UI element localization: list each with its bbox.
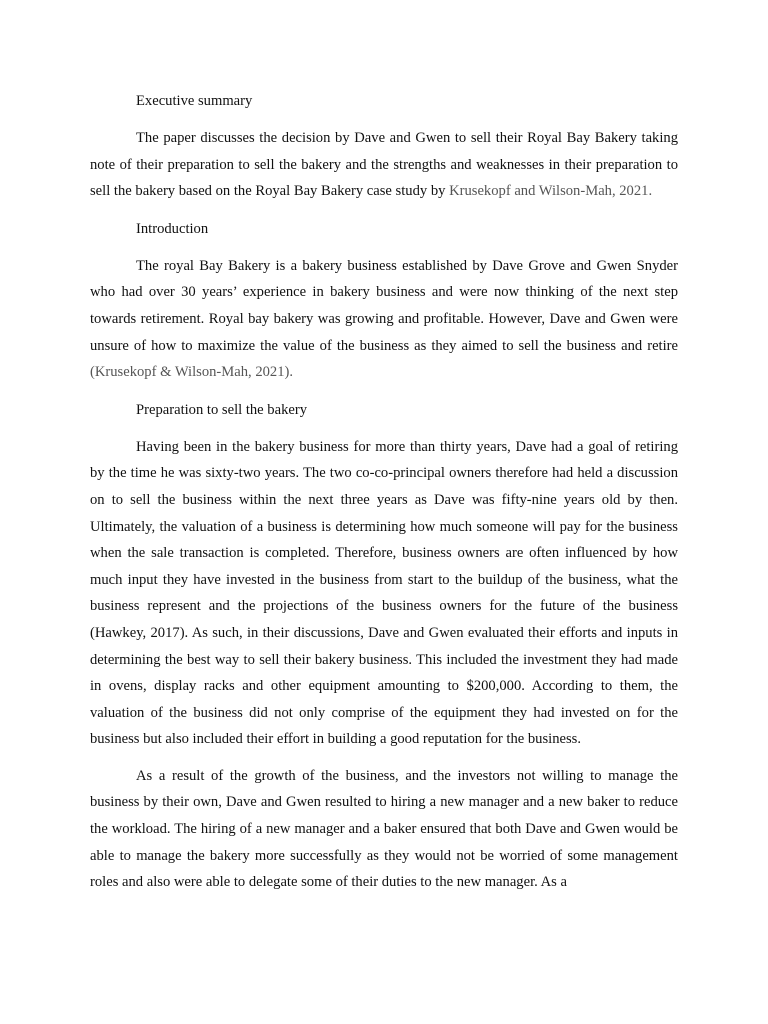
- executive-summary-paragraph: [90, 125, 678, 205]
- introduction-heading: Introduction: [136, 220, 209, 237]
- preparation-heading: Preparation to sell the bakery: [136, 401, 308, 418]
- preparation-paragraph-1: Having been in the bakery business for more than thirty years, Dave had a goal of retiring by the time he was sixty-two years. The two co-co-principal owners therefore had held a discussion on to sell the business within the next three years as Dave was fifty-nine years old by then. Ultimately, the valuation of a business is determining how much someone will pay for the business when the sale transaction is completed. Therefore, business owners are often influenced by how much input they have invested in the business from start to the buildup of the business, what the business represent and the projections of the business owners for the future of the business (Hawkey, 2017). As such, in their discussions, Dave and Gwen evaluated their efforts and inputs in determining the best way to sell their bakery business. This included the investment they had made in ovens, display racks and other equipment amounting to $200,000. According to them, the valuation of the business did not only comprise of the equipment they had invested on for the business but also included their effort in building a good reputation for the business.: [90, 438, 678, 748]
- executive-summary-heading: Executive summary: [136, 93, 253, 109]
- introduction-paragraph: [90, 253, 678, 386]
- introduction-citation: (Krusekopf & Wilson-Mah, 2021).: [90, 364, 294, 381]
- preparation-paragraph-2: As a result of the growth of the business, and the investors not willing to manage the business by their own, Dave and Gwen resulted to hiring a new manager and a new baker to reduce the workload. The hiring of a new manager and a baker ensured that both Dave and Gwen would be able to manage the bakery more successfully as they would not be worried of some management roles and also were able to delegate some of their duties to the new manager. As a: [90, 767, 678, 891]
- document-body: [90, 88, 678, 896]
- executive-summary-text: The paper discusses the decision by Dave and Gwen to sell their Royal Bay Bakery taking note of their preparation to sell the bakery and the strengths and weaknesses in their preparation to sell the bakery based on the Royal Bay Bakery case study by: [90, 130, 678, 200]
- introduction-text: The royal Bay Bakery is a bakery business established by Dave Grove and Gwen Snyder who had over 30 years’ experience in bakery business and were now thinking of the next step towards retirement. Royal bay bakery was growing and profitable. However, Dave and Gwen were unsure of how to maximize the value of the business as they aimed to sell the business and retire: [90, 257, 678, 354]
- executive-summary-citation: Krusekopf and Wilson-Mah, 2021.: [449, 183, 653, 200]
